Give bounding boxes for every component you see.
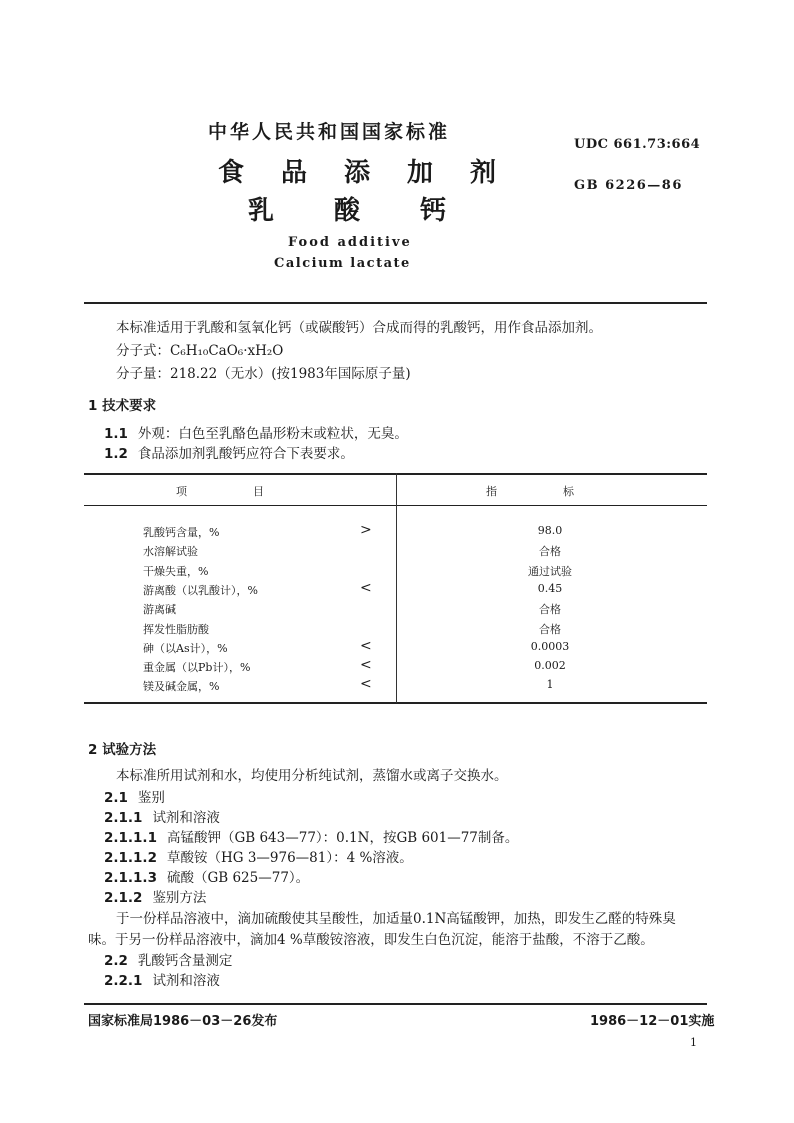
footer-divider [84,1003,707,1005]
page-number: 1 [690,1036,697,1049]
title-chinese-line2: 乳酸钙 [248,196,507,226]
clause-2-1 [104,788,165,808]
clause-number: 1.1 [104,426,128,442]
method-text-line1: 于一份样品溶液中，滴加硫酸使其呈酸性，加适量0.1N高锰酸钾，加热，即发生乙醛的特殊臭 [116,911,676,927]
clause-2-1-1-3 [104,868,309,888]
section-2-intro: 本标准所用试剂和水，均使用分析纯试剂，蒸馏水或离子交换水。 [116,768,508,784]
issuing-authority: 中华人民共和国国家标准 [208,121,451,143]
method-text-line2: 味。于另一份样品溶液中，滴加4 %草酸铵溶液，即发生白色沉淀，能溶于盐酸，不溶于乙酸。 [88,932,654,948]
table-cell-value: 98.0 [537,524,563,537]
title-english-line1: Food additive [288,235,412,250]
table-cell-value: 0.45 [537,582,563,595]
section-1-heading: 1 技术要求 [88,398,157,414]
clause-text: 外观：白色至乳酪色晶形粉末或粒状，无臭。 [137,426,408,442]
clause-number: 2.1.1.3 [104,870,157,886]
table-cell-item: 重金属（以Pb计），% [143,661,251,674]
clause-text: 鉴别方法 [152,890,207,906]
issue-date: 国家标准局1986－03－26发布 [88,1014,278,1029]
clause-number: 2.1.1 [104,810,143,826]
effective-date: 1986－12－01实施 [590,1014,715,1029]
title-english-line2: Calcium lactate [274,256,411,271]
header-divider [84,302,707,304]
udc-code: UDC 661.73:664 [574,137,701,152]
table-cell-item: 砷（以As计），% [143,642,228,655]
table-cell-operator: < [360,657,372,673]
table-cell-value: 0.0003 [530,640,570,653]
table-column-divider [396,473,397,703]
clause-number: 2.2 [104,953,128,969]
clause-text: 草酸铵（HG 3—976—81）：4 %溶液。 [166,850,413,866]
clause-2-1-1-2 [104,848,413,868]
molecular-weight: 分子量：218.22（无水）(按1983年国际原子量) [116,366,411,382]
clause-text: 高锰酸钾（GB 643—77）：0.1N，按GB 601—77制备。 [166,830,519,846]
table-cell-item: 水溶解试验 [143,545,198,558]
clause-1-2 [104,444,354,464]
clause-text: 鉴别 [137,790,165,806]
clause-number: 2.2.1 [104,973,143,989]
table-cell-operator: > [360,522,372,538]
clause-2-2-1 [104,971,220,991]
table-cell-value: 通过试验 [528,565,572,578]
table-header-item: 项 目 [176,485,264,498]
table-cell-item: 挥发性脂肪酸 [143,623,209,636]
table-header-index: 指 标 [486,485,574,498]
table-cell-item: 干燥失重，% [143,565,209,578]
table-cell-value: 合格 [539,603,561,616]
clause-text: 试剂和溶液 [152,973,220,989]
table-cell-value: 合格 [539,623,561,636]
clause-2-1-1-1 [104,828,518,848]
clause-number: 1.2 [104,446,128,462]
table-cell-operator: < [360,580,372,596]
scope-text: 本标准适用于乳酸和氢氧化钙（或碳酸钙）合成而得的乳酸钙，用作食品添加剂。 [116,320,602,336]
table-cell-item: 镁及碱金属，% [143,680,220,693]
table-cell-operator: < [360,676,372,692]
clause-1-1 [104,424,408,444]
clause-number: 2.1.1.2 [104,850,157,866]
section-2-heading: 2 试验方法 [88,742,157,758]
title-chinese-line1: 食品添加剂 [218,158,534,188]
clause-number: 2.1.1.1 [104,830,157,846]
table-cell-value: 0.002 [534,659,566,672]
clause-text: 硫酸（GB 625—77）。 [166,870,310,886]
table-cell-item: 乳酸钙含量，% [143,526,220,539]
clause-2-1-2 [104,888,206,908]
clause-text: 食品添加剂乳酸钙应符合下表要求。 [137,446,354,462]
gb-standard-number: GB 6226—86 [574,178,683,193]
table-cell-item: 游离碱 [143,603,176,616]
clause-text: 试剂和溶液 [152,810,220,826]
molecular-formula: 分子式：C₆H₁₀CaO₆·xH₂O [116,343,284,359]
table-cell-value: 1 [546,678,554,691]
clause-2-1-1 [104,808,220,828]
clause-number: 2.1 [104,790,128,806]
clause-2-2 [104,951,232,971]
clause-number: 2.1.2 [104,890,143,906]
table-cell-value: 合格 [539,545,561,558]
clause-text: 乳酸钙含量测定 [137,953,233,969]
table-cell-operator: < [360,638,372,654]
table-cell-item: 游离酸（以乳酸计），% [143,584,258,597]
